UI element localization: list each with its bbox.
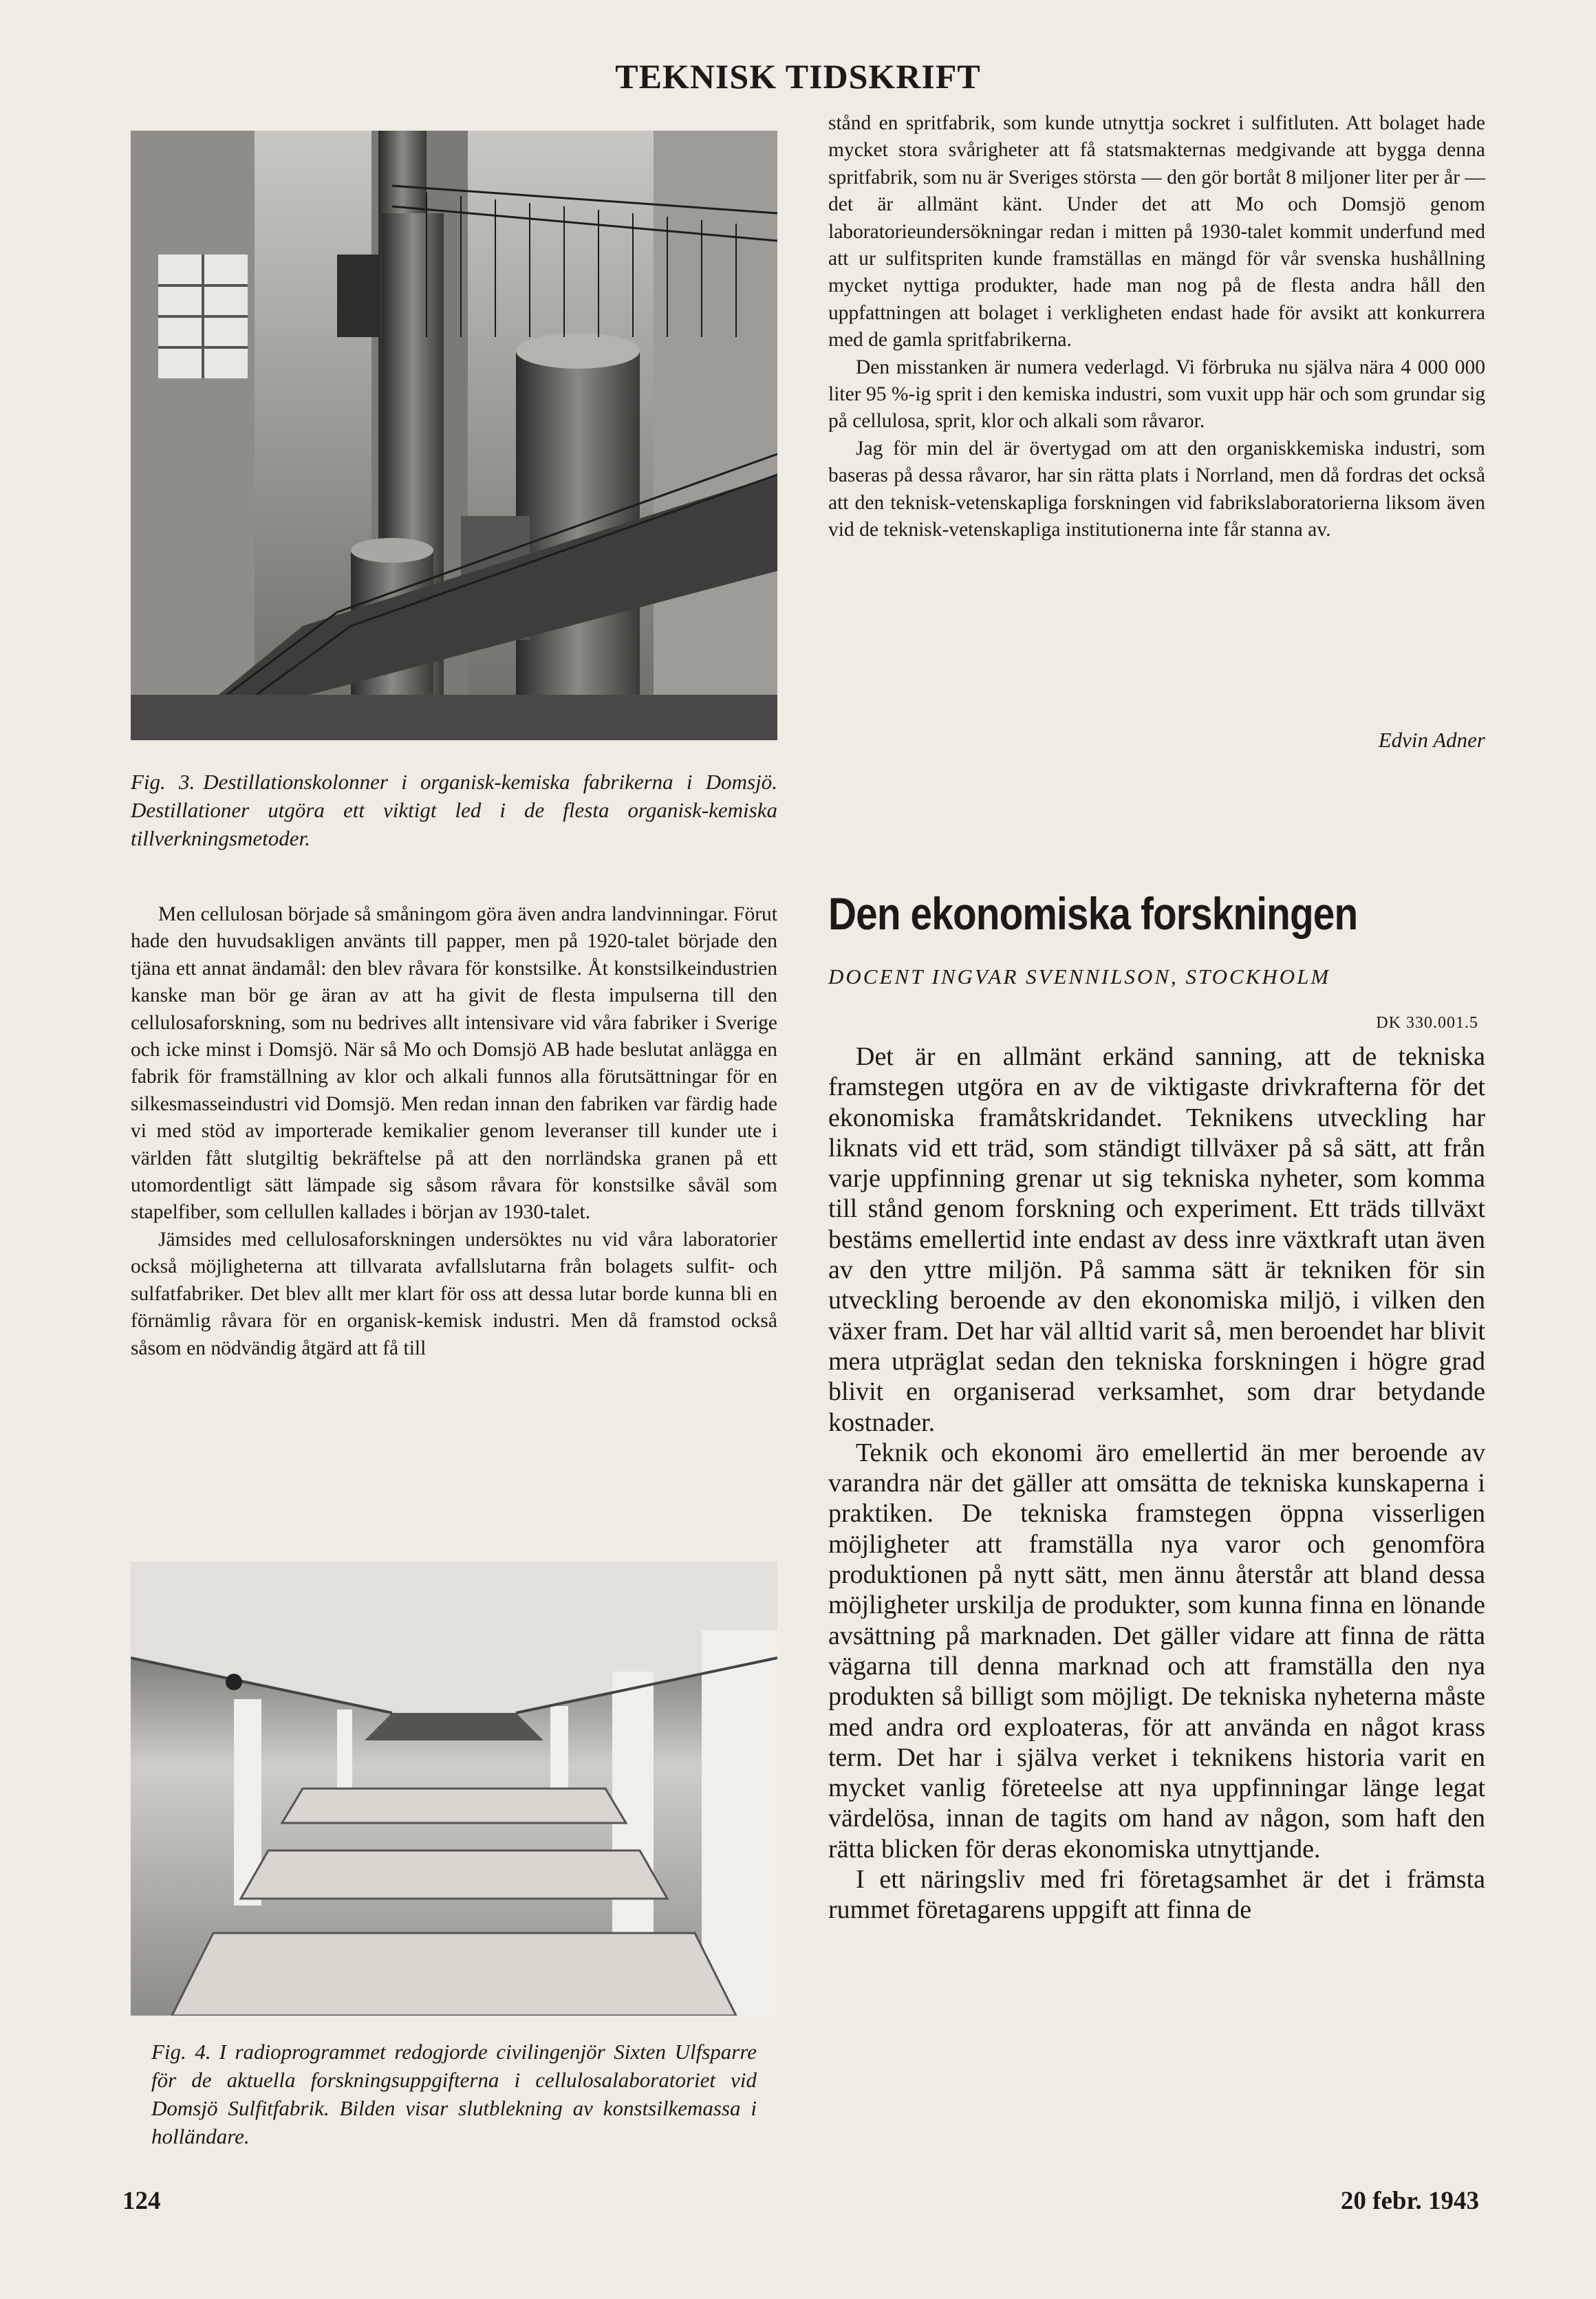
figure-4-photo (131, 1562, 777, 2016)
article-paragraph-2: Teknik och ekonomi äro emellertid än mer beroende av varandra när det gäller att omsätta de tekniska kunskaperna i praktiken. De tekniska framstegen öppna visserligen möjligheter att framställa nya varor och genomföra produktionen på nytt sätt, men ännu återstår att bland dessa möjligheter urskilja de produkter, som kunna finna en lönande avsättning på marknaden. Det gäller vidare att finna de rätta vägarna till denna marknad och att framställa den nya produkten så billigt som möjligt. De tekniska nyheterna måste med andra ord exploateras, för att använda en något krass term. Det har i själva verket i teknikens historia varit en mycket vanlig företeelse att nya uppfinningar länge legat värdelösa, innan de tagits om hand av någon, som haft den rätta blicken för deras ekonomiska utnyttjande. (828, 1438, 1485, 1864)
left-paragraph-1: Men cellulosan började så småningom göra även andra landvinningar. Förut hade den huvudsakligen använts till papper, men på 1920-talet började den tjäna ett annat ändamål: den blev råvara för konstsilke. Åt konstsilkeindustrien kanske man bör ge äran av att ha givit de flesta impulserna till den cellulosaforskning, som nu bedrives allt intensivare vid våra fabriker i Sverige och icke minst i Domsjö. När så Mo och Domsjö AB hade beslutat anlägga en fabrik för framställning av klor och alkali funnos alla förutsättningar för en silkesmasseindustri vid Domsjö. Men redan innan den fabriken var färdig hade vi med stöd av importerade kemikalier genom leveranser till kunder ute i världen fått slutgiltig bekräftelse på att den norrländska granen på ett utomordentligt sätt lämpade sig såsom råvara för konstsilke såväl som stapelfiber, som cellullen kallades i början av 1930-talet. (131, 903, 777, 1224)
right-paragraph-2: Den misstanken är numera vederlagd. Vi förbruka nu själva nära 4 000 000 liter 95 %-ig sprit i den kemiska industri, som vuxit upp här och som grundar sig på cellulosa, sprit, klor och alkali som råvaror. (828, 356, 1485, 433)
figure-3-caption (131, 768, 777, 852)
figure-4-label: Fig. 4. (151, 2040, 211, 2064)
right-paragraph-1: stånd en spritfabrik, som kunde utnyttja sockret i sulfitluten. Att bolaget hade mycket stora svårigheter att få statsmakternas medgivande att bygga denna spritfabrik, som nu är Sveriges största — den gör bortåt 8 miljoner liter per år — det är allmänt känt. Under det att Mo och Domsjö genom laboratorieundersökningar redan i mitten på 1930-talet kommit underfund med att ur sulfitspriten kunde framställas en mängd för vår svenska hushållning mycket nyttiga produkter, hade man nog på de flesta andra håll den uppfattningen att bolaget i verkligheten endast hade för avsikt att konkurrera med de gamla spritfabrikerna. (828, 112, 1485, 352)
bleaching-hall-image (131, 1562, 777, 2016)
figure-3-caption-text: Destillationskolonner i organisk-kemiska fabrikerna i Domsjö. Destillationer utgöra ett viktigt led i de flesta organisk-kemiska tillverkningsmetoder. (131, 770, 777, 850)
left-paragraph-2: Jämsides med cellulosaforskningen undersöktes nu vid våra laboratorier också möjligheterna att tillvarata avfallslutarna från bolagets sulfit- och sulfatfabriker. Det blev allt mer klart för oss att dessa lutar borde kunna bli en förnämlig råvara för en organisk-kemisk industri. Men då framstod också såsom en nödvändig åtgärd att få till (131, 1228, 777, 1359)
article-title: Den ekonomiska forskningen (828, 888, 1358, 939)
figure-3-label: Fig. 3. (131, 770, 195, 794)
dk-classification: DK 330.001.5 (1376, 1014, 1478, 1032)
figure-4-caption (131, 2038, 777, 2150)
distillation-columns-image (131, 131, 777, 740)
right-paragraph-3: Jag för min del är övertygad om att den organiskkemiska industri, som baseras på dessa råvaror, har sin rätta plats i Norrland, men då fordras det också att den teknisk-vetenskapliga forskningen vid fabrikslaboratorierna liksom även vid de teknisk-vetenskapliga institutionerna inte får stanna av. (828, 437, 1485, 541)
article-byline: DOCENT INGVAR SVENNILSON, STOCKHOLM (828, 964, 1331, 989)
figure-3-photo (131, 131, 777, 740)
page-number: 124 (122, 2187, 161, 2215)
right-column-text (828, 110, 1485, 544)
article-body (828, 1041, 1485, 1925)
issue-date: 20 febr. 1943 (1340, 2187, 1479, 2215)
masthead: TEKNISK TIDSKRIFT (615, 57, 981, 96)
article-paragraph-1: Det är en allmänt erkänd sanning, att de tekniska framstegen utgöra en av de viktigaste drivkrafterna för det ekonomiska framåtskridandet. Teknikens utveckling har liknats vid ett träd, som ständigt tillväxer på så sätt, att från varje uppfinning grenar ut sig tekniska nyheter, som komma till stånd genom forskning och experiment. Ett träds tillväxt bestäms emellertid inte endast av dess inre växtkraft utan även av den yttre miljön. På samma sätt är tekniken för sin utveckling beroende av den ekonomiska miljö, i vilken den växer fram. Det har väl alltid varit så, men beroendet har blivit mera utpräglat sedan den tekniska forskningen i högre grad blivit en organiserad verksamhet, som drar betydande kostnader. (828, 1042, 1485, 1437)
signature: Edvin Adner (1378, 728, 1485, 752)
left-column-text (131, 901, 777, 1362)
figure-4-caption-text: I radioprogrammet redogjorde civilingenjör Sixten Ulfsparre för de aktuella forskningsuppgifterna i cellulosalaboratoriet vid Domsjö Sulfitfabrik. Bilden visar slutblekning av konstsilkemassa i holländare. (151, 2040, 757, 2148)
article-paragraph-3: I ett näringsliv med fri företagsamhet är det i främsta rummet företagarens uppgift att finna de (828, 1865, 1485, 1925)
